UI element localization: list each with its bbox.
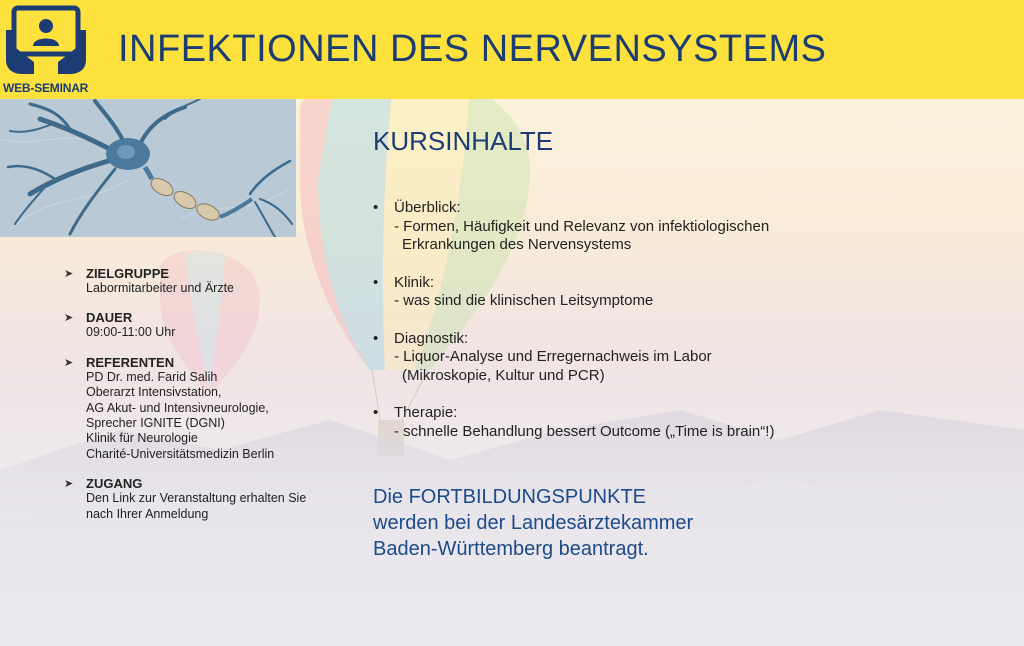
course-item-line: - Liquor-Analyse und Erregernachweis im Labor [394,348,712,365]
course-item-diagnostics [373,330,1013,386]
arrow-right-icon: ➤ [64,268,74,280]
detail-line: Charité-Universitätsmedizin Berlin [86,446,275,461]
detail-speakers [64,355,344,462]
neuron-illustration [0,99,296,237]
credits-line: Baden-Württemberg beantragt. [373,538,649,560]
bullet-dot-icon: • [373,404,379,421]
bullet-dot-icon: • [373,329,379,347]
course-item-clinic [373,274,1013,311]
bullet-dot-icon: • [373,273,379,291]
course-item-overview [373,199,1013,255]
course-item-heading: Überblick: [394,199,461,216]
bullet-dot-icon: • [373,199,379,216]
course-item-line: - was sind die klinischen Leitsymptome [394,292,654,309]
credits-line: werden bei der Landesärztekammer [373,512,694,534]
course-item-therapy [373,404,1013,441]
course-contents [373,126,1013,460]
course-item-heading: Klinik: [394,273,435,291]
detail-target-group [64,266,344,296]
course-item-line: (Mikroskopie, Kultur und PCR) [402,366,605,384]
course-item-line: - schnelle Behandlung bessert Outcome („Time is brain“!) [394,422,775,440]
detail-duration [64,310,344,340]
header-bar [0,0,1024,99]
course-item-heading: Diagnostik: [394,329,469,347]
course-item-heading: Therapie: [394,404,458,421]
page-title: INFEKTIONEN DES NERVENSYSTEMS [118,28,827,70]
detail-heading: DAUER [86,310,133,326]
detail-access [64,476,344,522]
detail-line: Klinik für Neurologie [86,431,198,446]
course-item-line: - Formen, Häufigkeit und Relevanz von infektiologischen [394,217,770,235]
credits-line: Die FORTBILDUNGSPUNKTE [373,486,647,508]
arrow-right-icon: ➤ [64,478,74,491]
detail-line: PD Dr. med. Farid Salih [86,369,218,384]
course-item-line: Erkrankungen des Nervensystems [402,236,632,253]
arrow-right-icon: ➤ [64,312,74,325]
detail-heading: ZUGANG [86,476,143,492]
cme-credits-note [373,484,693,562]
event-details [64,266,344,536]
detail-line: AG Akut- und Intensivneurologie, [86,400,269,415]
detail-line: 09:00-11:00 Uhr [86,325,176,340]
detail-line: Den Link zur Veranstaltung erhalten Sie [86,491,307,506]
detail-heading: ZIELGRUPPE [86,266,170,281]
course-title: KURSINHALTE [373,126,554,156]
detail-line: Oberarzt Intensivstation, [86,385,222,400]
detail-line: Sprecher IGNITE (DGNI) [86,416,225,431]
detail-heading: REFERENTEN [86,354,175,370]
detail-line: nach Ihrer Anmeldung [86,506,209,521]
arrow-right-icon: ➤ [64,356,74,369]
detail-line: Labormitarbeiter und Ärzte [86,281,234,295]
logo-label: WEB-SEMINAR [3,81,89,95]
